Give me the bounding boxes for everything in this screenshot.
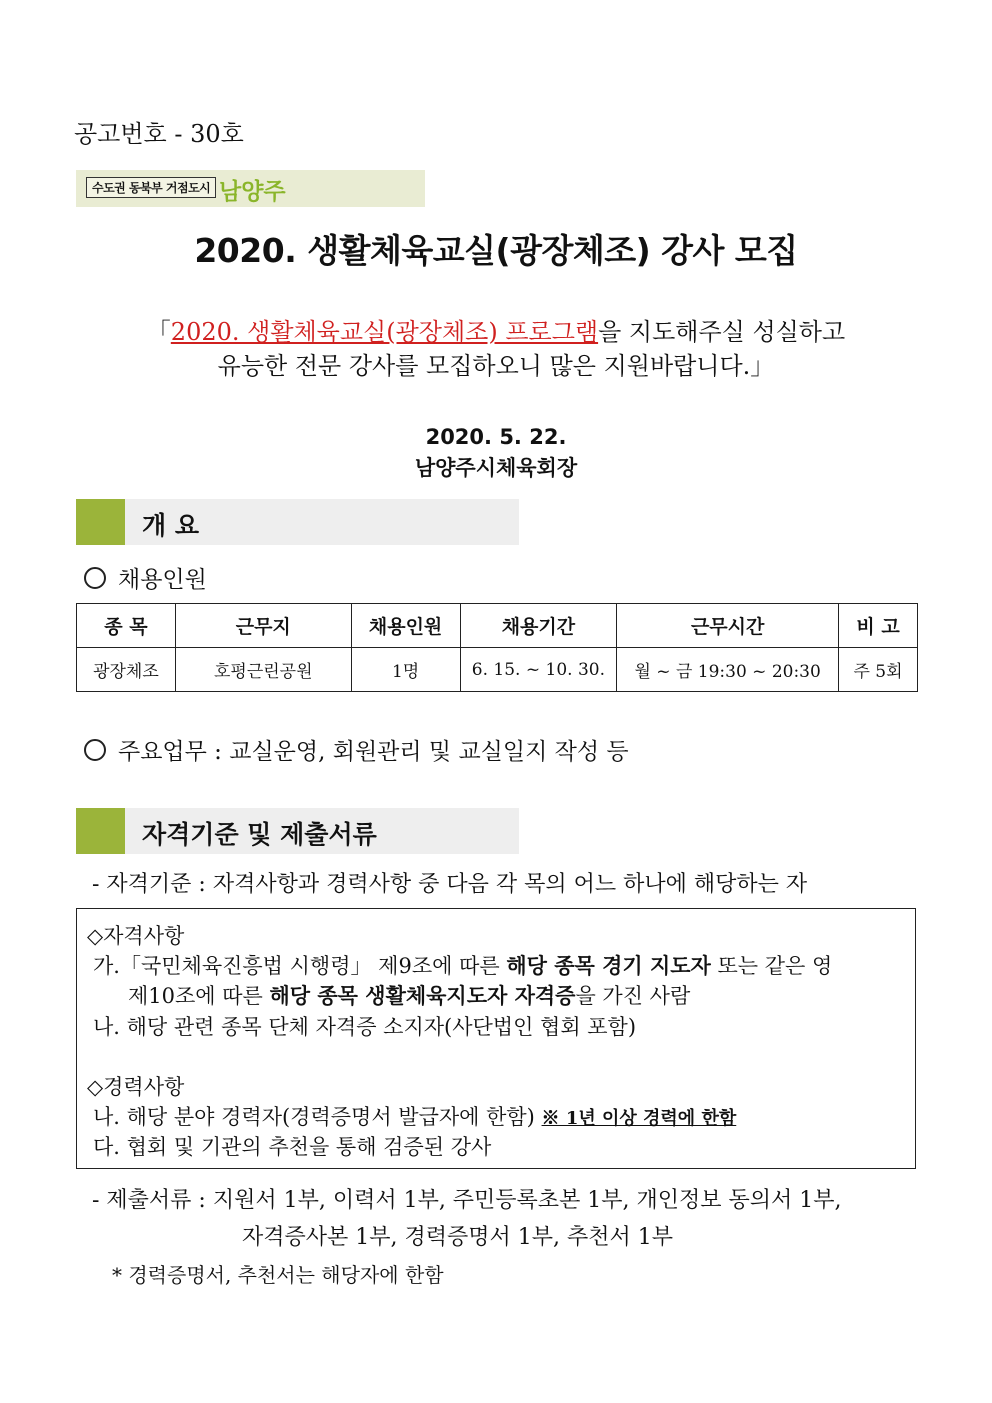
qual-item-ga-cont: [128, 980, 690, 1010]
cell-hours: 월 ~ 금 19:30 ~ 20:30: [617, 648, 839, 692]
duties-line: [84, 733, 629, 766]
section-overview-header: [76, 499, 519, 545]
intro-program-highlight: 2020. 생활체육교실(광장체조) 프로그램: [170, 318, 599, 346]
circle-bullet-icon: [84, 739, 106, 761]
cell-location: 호평근린공원: [175, 648, 351, 692]
qual-ga-text4: 을 가진 사람: [575, 984, 691, 1008]
qual-ga-bold2: 해당 종목 생활체육지도자 자격증: [269, 983, 576, 1008]
section-marker: [76, 808, 125, 854]
logo-city-name: 남양주: [219, 179, 286, 205]
qual-item-ga: [93, 950, 832, 980]
docs-line1: - 제출서류 : 지원서 1부, 이력서 1부, 주민등록초본 1부, 개인정보 동의서 1부,: [92, 1188, 842, 1213]
page-title: 2020. 생활체육교실(광장체조) 강사 모집: [194, 231, 798, 270]
header-sport: 종 목: [77, 604, 176, 648]
notice-date: 2020. 5. 22.: [425, 425, 567, 449]
qual-title: ◇자격사항: [87, 924, 185, 948]
circle-bullet-icon: [84, 567, 106, 589]
qual-ga-text2: 또는 같은 영: [710, 954, 833, 978]
cell-sport: 광장체조: [77, 648, 176, 692]
notice-number: 공고번호 - 30호: [74, 120, 244, 148]
qual-ga-text3: 제10조에 따른: [128, 984, 270, 1008]
recruit-label: 채용인원: [118, 567, 207, 593]
section-qualification-header: [76, 808, 519, 854]
intro-line2: 유능한 전문 강사를 모집하오니 많은 지원바랍니다.」: [217, 352, 775, 380]
section-qualification-title: 자격기준 및 제출서류: [142, 820, 377, 849]
intro-line1-rest: 을 지도해주실 성실하고: [598, 318, 846, 346]
qualification-box: [76, 908, 916, 1169]
header-hours: 근무시간: [617, 604, 839, 648]
criteria-line: - 자격기준 : 자격사항과 경력사항 중 다음 각 목의 어느 하나에 해당하는 자: [92, 872, 808, 897]
docs-line2: 자격증사본 1부, 경력증명서 1부, 추천서 1부: [242, 1225, 673, 1250]
header-headcount: 채용인원: [351, 604, 460, 648]
footnote: * 경력증명서, 추천서는 해당자에 한함: [112, 1263, 444, 1287]
duties-text: 주요업무 : 교실운영, 회원관리 및 교실일지 작성 등: [118, 739, 629, 765]
header-period: 채용기간: [460, 604, 617, 648]
recruitment-table: [76, 603, 918, 692]
section-overview-title: 개 요: [142, 511, 200, 540]
qual-item-na: 나. 해당 관련 종목 단체 자격증 소지자(사단법인 협회 포함): [93, 1015, 637, 1039]
career-title: ◇경력사항: [87, 1075, 185, 1099]
cell-remarks: 주 5회: [839, 648, 918, 692]
career-item-da: 다. 협회 및 기관의 추천을 통해 검증된 강사: [93, 1135, 492, 1159]
recruit-heading: [84, 561, 207, 594]
cell-period: 6. 15. ~ 10. 30.: [460, 648, 617, 692]
header-location: 근무지: [175, 604, 351, 648]
qual-ga-bold1: 해당 종목 경기 지도자: [506, 953, 711, 978]
career-item-na: [93, 1101, 736, 1131]
table-row: [77, 648, 918, 692]
career-na-note: ※ 1년 이상 경력에 한함: [541, 1108, 737, 1129]
date-issuer-block: [0, 422, 992, 484]
qual-ga-text1: 가.「국민체육진흥법 시행령」 제9조에 따른: [93, 954, 507, 978]
cell-headcount: 1명: [351, 648, 460, 692]
issuer-name: 남양주시체육회장: [414, 456, 578, 480]
section-marker: [76, 499, 125, 545]
header-remarks: 비 고: [839, 604, 918, 648]
table-header-row: [77, 604, 918, 648]
intro-paragraph: [0, 315, 992, 383]
city-logo-banner: [76, 170, 425, 207]
career-na-text: 나. 해당 분야 경력자(경력증명서 발급자에 한함): [93, 1105, 542, 1129]
logo-tagline: 수도권 동북부 거점도시: [86, 177, 216, 198]
intro-open-bracket: 「: [146, 318, 171, 346]
